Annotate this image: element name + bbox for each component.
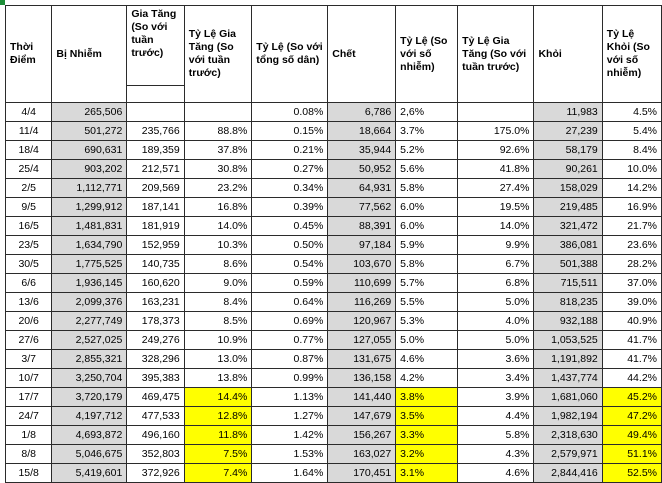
cell-death-rate[interactable]: 3.2% xyxy=(396,445,458,464)
cell-deaths[interactable]: 110,699 xyxy=(328,274,396,293)
cell-infected[interactable]: 1,112,771 xyxy=(52,179,127,198)
cell-recovery-rate[interactable]: 49.4% xyxy=(602,426,661,445)
cell-increase-rate[interactable]: 14.4% xyxy=(184,388,252,407)
cell-death-increase-rate[interactable]: 27.4% xyxy=(458,179,534,198)
cell-time[interactable]: 13/6 xyxy=(6,293,52,312)
cell-recovery-rate[interactable]: 41.7% xyxy=(602,350,661,369)
cell-deaths[interactable]: 147,679 xyxy=(328,407,396,426)
cell-deaths[interactable]: 88,391 xyxy=(328,217,396,236)
cell-population-rate[interactable]: 0.39% xyxy=(252,198,328,217)
cell-deaths[interactable]: 18,664 xyxy=(328,122,396,141)
header-increase-rate[interactable]: Tỷ Lệ Gia Tăng (So với tuần trước) xyxy=(184,6,252,103)
cell-increase-rate[interactable]: 37.8% xyxy=(184,141,252,160)
cell-time[interactable]: 9/5 xyxy=(6,198,52,217)
cell-population-rate[interactable]: 1.13% xyxy=(252,388,328,407)
cell-recovery-rate[interactable]: 10.0% xyxy=(602,160,661,179)
cell-increase[interactable]: 235,766 xyxy=(127,122,184,141)
header-population-rate[interactable]: Tỷ Lệ (So với tổng số dân) xyxy=(252,6,328,103)
cell-time[interactable]: 30/5 xyxy=(6,255,52,274)
cell-death-increase-rate[interactable]: 9.9% xyxy=(458,236,534,255)
cell-recovery-rate[interactable]: 39.0% xyxy=(602,293,661,312)
table-body xyxy=(6,103,662,483)
cell-infected[interactable]: 2,527,025 xyxy=(52,331,127,350)
cell-increase-rate[interactable]: 16.8% xyxy=(184,198,252,217)
cell-recovery-rate[interactable]: 14.2% xyxy=(602,179,661,198)
cell-infected[interactable]: 3,720,179 xyxy=(52,388,127,407)
cell-increase[interactable]: 496,160 xyxy=(127,426,184,445)
cell-increase-rate[interactable] xyxy=(184,103,252,122)
header-increase-cell[interactable] xyxy=(127,6,184,103)
table-row xyxy=(6,312,662,331)
cell-infected[interactable]: 690,631 xyxy=(52,141,127,160)
cell-increase[interactable]: 328,296 xyxy=(127,350,184,369)
cell-population-rate[interactable]: 0.99% xyxy=(252,369,328,388)
cell-death-rate[interactable]: 5.5% xyxy=(396,293,458,312)
cell-recovered[interactable]: 818,235 xyxy=(534,293,602,312)
cell-population-rate[interactable]: 0.15% xyxy=(252,122,328,141)
header-row xyxy=(6,6,662,103)
cell-infected[interactable]: 1,481,831 xyxy=(52,217,127,236)
cell-time[interactable]: 1/8 xyxy=(6,426,52,445)
cell-death-increase-rate[interactable]: 5.0% xyxy=(458,293,534,312)
cell-increase[interactable]: 212,571 xyxy=(127,160,184,179)
cell-death-increase-rate[interactable] xyxy=(458,103,534,122)
cell-population-rate[interactable]: 0.77% xyxy=(252,331,328,350)
cell-increase-rate[interactable]: 7.4% xyxy=(184,464,252,483)
cell-deaths[interactable]: 64,931 xyxy=(328,179,396,198)
cell-recovery-rate[interactable]: 37.0% xyxy=(602,274,661,293)
cell-death-rate[interactable]: 5.7% xyxy=(396,274,458,293)
cell-deaths[interactable]: 131,675 xyxy=(328,350,396,369)
cell-infected[interactable]: 2,855,321 xyxy=(52,350,127,369)
table-row xyxy=(6,141,662,160)
cell-deaths[interactable]: 141,440 xyxy=(328,388,396,407)
cell-death-rate[interactable]: 3.1% xyxy=(396,464,458,483)
cell-death-rate[interactable]: 3.7% xyxy=(396,122,458,141)
cell-death-increase-rate[interactable]: 4.3% xyxy=(458,445,534,464)
cell-death-rate[interactable]: 6.0% xyxy=(396,217,458,236)
cell-infected[interactable]: 3,250,704 xyxy=(52,369,127,388)
table-row xyxy=(6,293,662,312)
cell-recovered[interactable]: 386,081 xyxy=(534,236,602,255)
cell-increase-rate[interactable]: 7.5% xyxy=(184,445,252,464)
cell-population-rate[interactable]: 1.53% xyxy=(252,445,328,464)
table-row xyxy=(6,426,662,445)
cell-recovery-rate[interactable]: 52.5% xyxy=(602,464,661,483)
cell-increase[interactable]: 181,919 xyxy=(127,217,184,236)
cell-recovered[interactable]: 932,188 xyxy=(534,312,602,331)
cell-recovery-rate[interactable]: 44.2% xyxy=(602,369,661,388)
cell-infected[interactable]: 2,277,749 xyxy=(52,312,127,331)
header-recovery-rate[interactable]: Tỷ Lệ Khỏi (So với số nhiễm) xyxy=(602,6,661,103)
cell-recovered[interactable]: 1,982,194 xyxy=(534,407,602,426)
cell-deaths[interactable]: 116,269 xyxy=(328,293,396,312)
cell-recovered[interactable]: 11,983 xyxy=(534,103,602,122)
cell-infected[interactable]: 4,693,872 xyxy=(52,426,127,445)
cell-infected[interactable]: 1,634,790 xyxy=(52,236,127,255)
cell-increase[interactable]: 249,276 xyxy=(127,331,184,350)
cell-time[interactable]: 4/4 xyxy=(6,103,52,122)
cell-infected[interactable]: 1,936,145 xyxy=(52,274,127,293)
cell-increase[interactable]: 189,359 xyxy=(127,141,184,160)
cell-death-increase-rate[interactable]: 41.8% xyxy=(458,160,534,179)
cell-increase[interactable]: 469,475 xyxy=(127,388,184,407)
cell-recovered[interactable]: 1,681,060 xyxy=(534,388,602,407)
cell-increase-rate[interactable]: 30.8% xyxy=(184,160,252,179)
cell-increase-rate[interactable]: 12.8% xyxy=(184,407,252,426)
cell-recovery-rate[interactable]: 21.7% xyxy=(602,217,661,236)
cell-infected[interactable]: 4,197,712 xyxy=(52,407,127,426)
cell-deaths[interactable]: 6,786 xyxy=(328,103,396,122)
cell-recovered[interactable]: 90,261 xyxy=(534,160,602,179)
cell-infected[interactable]: 2,099,376 xyxy=(52,293,127,312)
cell-increase[interactable]: 209,569 xyxy=(127,179,184,198)
table-row xyxy=(6,350,662,369)
cell-deaths[interactable]: 50,952 xyxy=(328,160,396,179)
cell-death-rate[interactable]: 5.9% xyxy=(396,236,458,255)
cell-death-increase-rate[interactable]: 5.0% xyxy=(458,331,534,350)
cell-death-rate[interactable]: 4.6% xyxy=(396,350,458,369)
cell-death-rate[interactable]: 5.8% xyxy=(396,179,458,198)
cell-infected[interactable]: 903,202 xyxy=(52,160,127,179)
cell-increase-rate[interactable]: 11.8% xyxy=(184,426,252,445)
cell-increase-rate[interactable]: 23.2% xyxy=(184,179,252,198)
cell-recovery-rate[interactable]: 28.2% xyxy=(602,255,661,274)
cell-death-rate[interactable]: 3.5% xyxy=(396,407,458,426)
cell-recovered[interactable]: 715,511 xyxy=(534,274,602,293)
table-row xyxy=(6,369,662,388)
cell-increase-rate[interactable]: 13.8% xyxy=(184,369,252,388)
cell-deaths[interactable]: 35,944 xyxy=(328,141,396,160)
cell-time[interactable]: 23/5 xyxy=(6,236,52,255)
cell-increase-rate[interactable]: 10.9% xyxy=(184,331,252,350)
cell-death-increase-rate[interactable]: 92.6% xyxy=(458,141,534,160)
cell-increase[interactable]: 178,373 xyxy=(127,312,184,331)
cell-death-rate[interactable]: 6.0% xyxy=(396,198,458,217)
cell-time[interactable]: 15/8 xyxy=(6,464,52,483)
cell-recovery-rate[interactable]: 45.2% xyxy=(602,388,661,407)
cell-time[interactable]: 20/6 xyxy=(6,312,52,331)
cell-time[interactable]: 27/6 xyxy=(6,331,52,350)
cell-increase-rate[interactable]: 8.6% xyxy=(184,255,252,274)
cell-deaths[interactable]: 156,267 xyxy=(328,426,396,445)
cell-deaths[interactable]: 163,027 xyxy=(328,445,396,464)
table-row xyxy=(6,179,662,198)
cell-recovery-rate[interactable]: 47.2% xyxy=(602,407,661,426)
table-row xyxy=(6,274,662,293)
cell-population-rate[interactable]: 0.64% xyxy=(252,293,328,312)
cell-population-rate[interactable]: 1.64% xyxy=(252,464,328,483)
cell-death-increase-rate[interactable]: 5.8% xyxy=(458,426,534,445)
cell-time[interactable]: 11/4 xyxy=(6,122,52,141)
cell-infected[interactable]: 265,506 xyxy=(52,103,127,122)
cell-death-increase-rate[interactable]: 6.8% xyxy=(458,274,534,293)
cell-death-rate[interactable]: 5.3% xyxy=(396,312,458,331)
cell-population-rate[interactable]: 0.27% xyxy=(252,160,328,179)
cell-death-rate[interactable]: 5.8% xyxy=(396,255,458,274)
header-death-increase-rate[interactable]: Tỷ Lệ Gia Tăng (So với tuần trước) xyxy=(458,6,534,103)
cell-increase[interactable]: 372,926 xyxy=(127,464,184,483)
cell-increase[interactable]: 395,383 xyxy=(127,369,184,388)
cell-death-rate[interactable]: 5.2% xyxy=(396,141,458,160)
table-row xyxy=(6,388,662,407)
cell-population-rate[interactable]: 0.87% xyxy=(252,350,328,369)
cell-death-increase-rate[interactable]: 14.0% xyxy=(458,217,534,236)
table-row xyxy=(6,198,662,217)
cell-recovery-rate[interactable]: 23.6% xyxy=(602,236,661,255)
cell-increase[interactable] xyxy=(127,103,184,122)
cell-infected[interactable]: 1,299,912 xyxy=(52,198,127,217)
cell-increase[interactable]: 140,735 xyxy=(127,255,184,274)
table-row xyxy=(6,103,662,122)
cell-recovery-rate[interactable]: 41.7% xyxy=(602,331,661,350)
cell-increase-rate[interactable]: 88.8% xyxy=(184,122,252,141)
table-row xyxy=(6,122,662,141)
cell-death-increase-rate[interactable]: 3.4% xyxy=(458,369,534,388)
header-infected[interactable]: Bị Nhiễm xyxy=(52,6,127,103)
cell-time[interactable]: 6/6 xyxy=(6,274,52,293)
header-time[interactable]: Thời Điểm xyxy=(6,6,52,103)
cell-time[interactable]: 24/7 xyxy=(6,407,52,426)
cell-time[interactable]: 16/5 xyxy=(6,217,52,236)
cell-recovery-rate[interactable]: 5.4% xyxy=(602,122,661,141)
cell-recovered[interactable]: 58,179 xyxy=(534,141,602,160)
cell-death-increase-rate[interactable]: 3.6% xyxy=(458,350,534,369)
cell-population-rate[interactable]: 1.42% xyxy=(252,426,328,445)
cell-increase-rate[interactable]: 13.0% xyxy=(184,350,252,369)
header-deaths[interactable]: Chết xyxy=(328,6,396,103)
cell-death-rate[interactable]: 3.3% xyxy=(396,426,458,445)
cell-infected[interactable]: 5,419,601 xyxy=(52,464,127,483)
cell-increase[interactable]: 187,141 xyxy=(127,198,184,217)
cell-recovery-rate[interactable]: 51.1% xyxy=(602,445,661,464)
cell-death-rate[interactable]: 2,6% xyxy=(396,103,458,122)
cell-time[interactable]: 10/7 xyxy=(6,369,52,388)
cell-death-increase-rate[interactable]: 4.6% xyxy=(458,464,534,483)
cell-recovered[interactable]: 2,844,416 xyxy=(534,464,602,483)
table-row xyxy=(6,160,662,179)
table-row xyxy=(6,255,662,274)
cell-increase-rate[interactable]: 8.5% xyxy=(184,312,252,331)
cell-recovered[interactable]: 1,053,525 xyxy=(534,331,602,350)
cell-recovery-rate[interactable]: 8.4% xyxy=(602,141,661,160)
cell-increase-rate[interactable]: 14.0% xyxy=(184,217,252,236)
cell-population-rate[interactable]: 0.50% xyxy=(252,236,328,255)
cell-infected[interactable]: 501,272 xyxy=(52,122,127,141)
cell-time[interactable]: 25/4 xyxy=(6,160,52,179)
cell-death-rate[interactable]: 4.2% xyxy=(396,369,458,388)
cell-infected[interactable]: 5,046,675 xyxy=(52,445,127,464)
cell-population-rate[interactable]: 0.54% xyxy=(252,255,328,274)
cell-population-rate[interactable]: 0.69% xyxy=(252,312,328,331)
cell-deaths[interactable]: 127,055 xyxy=(328,331,396,350)
cell-increase[interactable]: 163,231 xyxy=(127,293,184,312)
table-row xyxy=(6,217,662,236)
cell-population-rate[interactable]: 0.59% xyxy=(252,274,328,293)
cell-population-rate[interactable]: 0.21% xyxy=(252,141,328,160)
cell-deaths[interactable]: 136,158 xyxy=(328,369,396,388)
cell-time[interactable]: 8/8 xyxy=(6,445,52,464)
cell-population-rate[interactable]: 0.45% xyxy=(252,217,328,236)
spreadsheet xyxy=(5,5,662,483)
cell-deaths[interactable]: 97,184 xyxy=(328,236,396,255)
cell-increase[interactable]: 352,803 xyxy=(127,445,184,464)
cell-infected[interactable]: 1,775,525 xyxy=(52,255,127,274)
cell-death-increase-rate[interactable]: 4.0% xyxy=(458,312,534,331)
cell-time[interactable]: 2/5 xyxy=(6,179,52,198)
cell-time[interactable]: 18/4 xyxy=(6,141,52,160)
cell-recovery-rate[interactable]: 16.9% xyxy=(602,198,661,217)
cell-recovery-rate[interactable]: 4.5% xyxy=(602,103,661,122)
cell-deaths[interactable]: 120,967 xyxy=(328,312,396,331)
cell-deaths[interactable]: 103,670 xyxy=(328,255,396,274)
cell-death-rate[interactable]: 5.6% xyxy=(396,160,458,179)
table-row xyxy=(6,407,662,426)
cell-population-rate[interactable]: 1.27% xyxy=(252,407,328,426)
cell-death-increase-rate[interactable]: 19.5% xyxy=(458,198,534,217)
table-row xyxy=(6,445,662,464)
cell-death-increase-rate[interactable]: 6.7% xyxy=(458,255,534,274)
cell-population-rate[interactable]: 0.34% xyxy=(252,179,328,198)
cell-death-rate[interactable]: 3.8% xyxy=(396,388,458,407)
cell-recovered[interactable]: 27,239 xyxy=(534,122,602,141)
cell-recovered[interactable]: 1,191,892 xyxy=(534,350,602,369)
header-recovered[interactable]: Khỏi xyxy=(534,6,602,103)
cell-time[interactable]: 17/7 xyxy=(6,388,52,407)
cell-increase-rate[interactable]: 9.0% xyxy=(184,274,252,293)
cell-increase[interactable]: 477,533 xyxy=(127,407,184,426)
cell-recovered[interactable]: 2,579,971 xyxy=(534,445,602,464)
cell-recovered[interactable]: 501,388 xyxy=(534,255,602,274)
cell-recovered[interactable]: 158,029 xyxy=(534,179,602,198)
cell-recovered[interactable]: 321,472 xyxy=(534,217,602,236)
table-row xyxy=(6,464,662,483)
cell-population-rate[interactable]: 0.08% xyxy=(252,103,328,122)
table-row xyxy=(6,331,662,350)
cell-recovered[interactable]: 219,485 xyxy=(534,198,602,217)
cell-recovery-rate[interactable]: 40.9% xyxy=(602,312,661,331)
header-death-rate[interactable]: Tỷ Lệ (So với số nhiễm) xyxy=(396,6,458,103)
cell-time[interactable]: 3/7 xyxy=(6,350,52,369)
cell-increase[interactable]: 152,959 xyxy=(127,236,184,255)
cell-recovered[interactable]: 2,318,630 xyxy=(534,426,602,445)
covid-stats-table xyxy=(5,5,662,483)
cell-death-increase-rate[interactable]: 4.4% xyxy=(458,407,534,426)
cell-recovered[interactable]: 1,437,774 xyxy=(534,369,602,388)
table-row xyxy=(6,236,662,255)
header-increase: Gia Tăng (So với tuần trước) xyxy=(127,6,183,86)
cell-increase[interactable]: 160,620 xyxy=(127,274,184,293)
cell-deaths[interactable]: 77,562 xyxy=(328,198,396,217)
cell-death-increase-rate[interactable]: 175.0% xyxy=(458,122,534,141)
cell-increase-rate[interactable]: 10.3% xyxy=(184,236,252,255)
cell-death-increase-rate[interactable]: 3.9% xyxy=(458,388,534,407)
cell-deaths[interactable]: 170,451 xyxy=(328,464,396,483)
cell-increase-rate[interactable]: 8.4% xyxy=(184,293,252,312)
cell-death-rate[interactable]: 5.0% xyxy=(396,331,458,350)
